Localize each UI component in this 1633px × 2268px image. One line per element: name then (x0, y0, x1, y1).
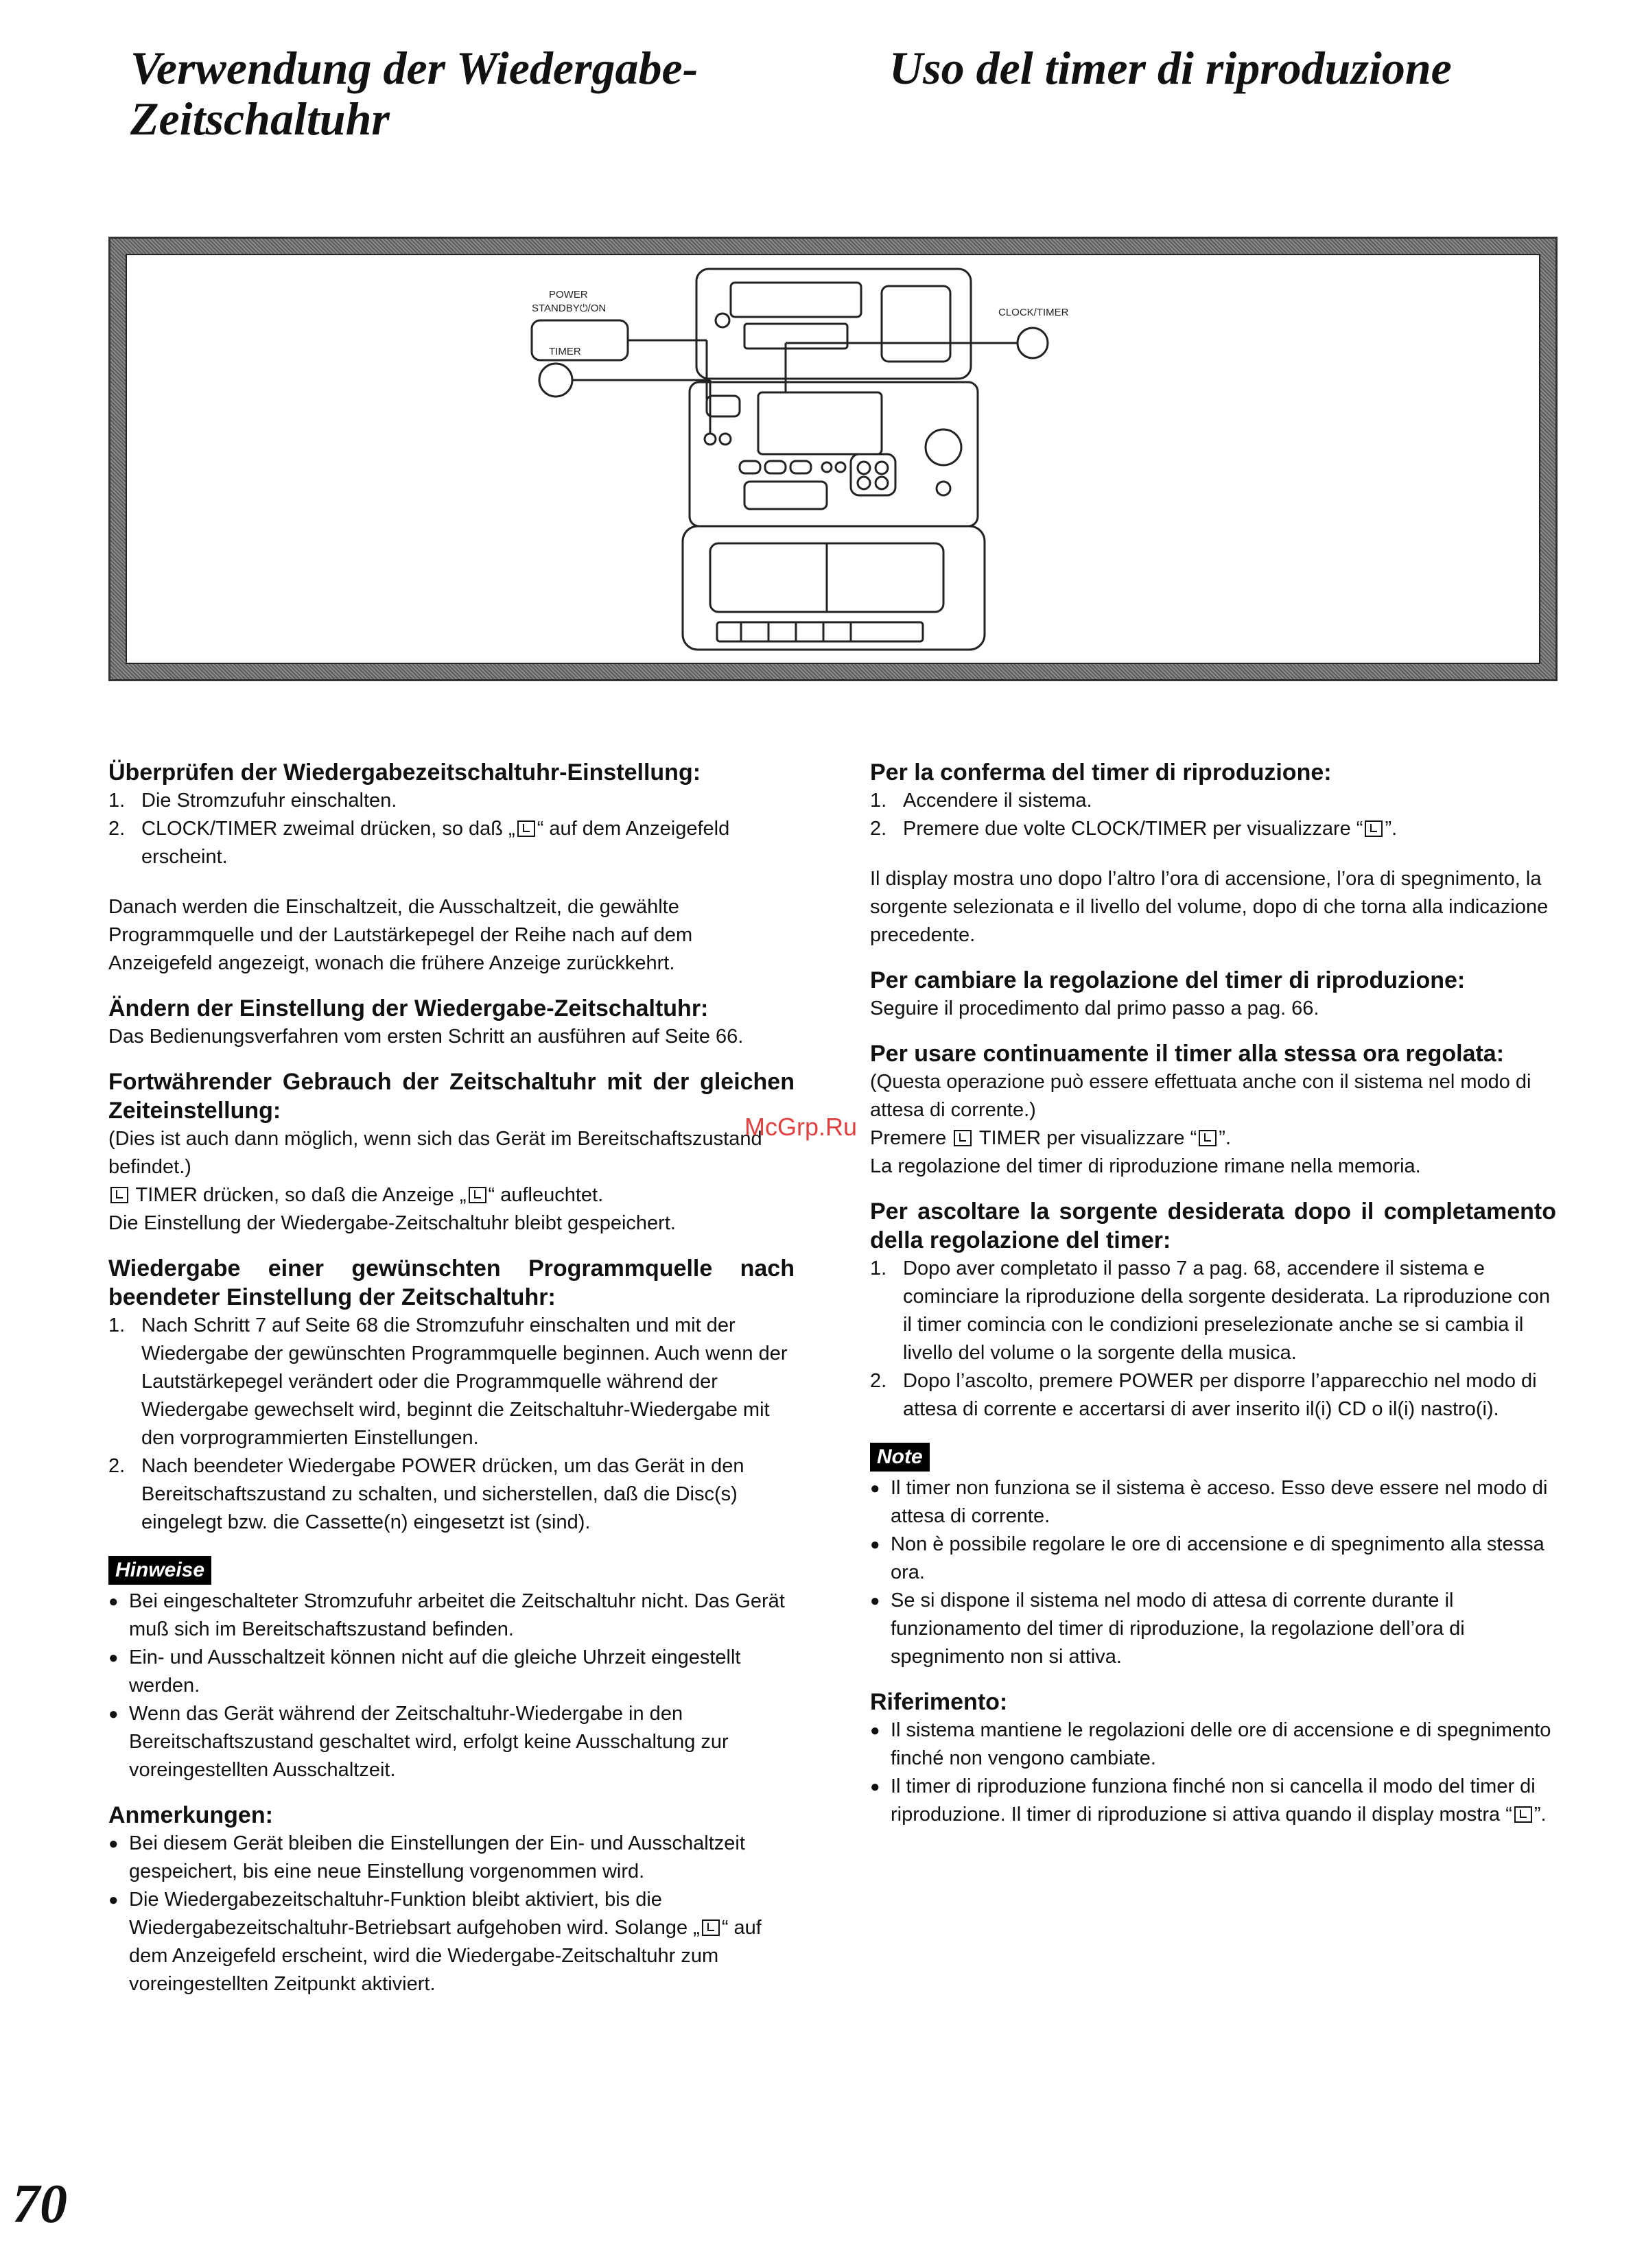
display-panel (758, 392, 882, 454)
list-item: ● Se si dispone il sistema nel modo di attesa di corrente durante il funzionamento del timer di riproduzione, la regolazione dell’ora di spegnimento non si attiva. (870, 1587, 1556, 1671)
timer-button-callout (539, 364, 572, 397)
it-s2-text: Seguire il procedimento dal primo passo a pag. 66. (870, 997, 1319, 1019)
timer-symbol-icon (469, 1187, 486, 1203)
de-s1-heading: Überprüfen der Wiedergabezeitschaltuhr-Einstellung: (108, 759, 701, 785)
list-item: ● Il timer non funziona se il sistema è acceso. Esso deve essere nel modo di attesa di corrente. (870, 1474, 1556, 1531)
it-s3-heading: Per usare continuamente il timer alla stessa ora regolata: (870, 1041, 1505, 1067)
list-item: ● Bei eingeschalteter Stromzufuhr arbeitet die Zeitschaltuhr nicht. Das Gerät muß sich im Bereitschaftszustand befinden. (108, 1587, 795, 1644)
hinweise-badge: Hinweise (108, 1556, 211, 1585)
timer-symbol-icon (954, 1130, 972, 1146)
it-s4-list (870, 1255, 1556, 1424)
de-s1-paragraph: Danach werden die Einschaltzeit, die Ausschaltzeit, die gewählte Programmquelle und der Lautstärkepegel der Reihe nach auf dem Anzeigefeld angezeigt, wonach die frühere Anzeige zurückkehrt. (108, 896, 693, 974)
list-item: ● Il timer di riproduzione funziona finché non si cancella il modo del timer di riproduzione. Il timer di riproduzione si attiva quando il display mostra “ ”. (870, 1773, 1556, 1829)
riferimento-heading: Riferimento: (870, 1689, 1008, 1715)
hinweise-list (108, 1587, 795, 1784)
it-s2-heading: Per cambiare la regolazione del timer di riproduzione: (870, 967, 1466, 993)
title-italian: Uso del timer di riproduzione (889, 42, 1452, 94)
list-item: 1. Nach Schritt 7 auf Seite 68 die Stromzufuhr einschalten und mit der Wiedergabe der gewünschten Programmquelle beginnen. Auch wenn der Lautstärkepegel verändert oder die Programmquelle während der Wiedergabe gewechselt wird, beginnt die Zeitschaltuhr-Wiedergabe mit den vorprogrammierten Einstellungen. (108, 1314, 788, 1449)
stereo-system-drawing (127, 255, 1543, 667)
list-item: 2. CLOCK/TIMER zweimal drücken, so daß „ “ auf dem Anzeigefeld erscheint. (108, 818, 730, 868)
timer-symbol-icon (1514, 1806, 1532, 1823)
clock-timer-label: CLOCK/TIMER (998, 307, 1069, 318)
de-s4-list (108, 1312, 795, 1537)
power-label: POWER (549, 289, 588, 300)
note-list (870, 1474, 1556, 1671)
list-item: ● Il sistema mantiene le regolazioni delle ore di accensione e di spegnimento finché non vengono cambiate. (870, 1716, 1556, 1773)
list-item: 1. Accendere il sistema. (870, 790, 1092, 812)
italian-column (870, 758, 1556, 1829)
it-s3-line: Premere TIMER per visualizzare “ ”. (870, 1127, 1231, 1149)
standby-on-label: STANDBY⏻/ON (532, 303, 607, 314)
anmerkungen-list (108, 1830, 795, 1998)
it-s3-line2: La regolazione del timer di riproduzione rimane nella memoria. (870, 1155, 1421, 1177)
device-illustration (108, 237, 1558, 681)
timer-symbol-icon (1199, 1130, 1217, 1146)
it-s1-paragraph: Il display mostra uno dopo l’altro l’ora di accensione, l’ora di spegnimento, la sorgente selezionata e il livello del volume, dopo di che torna alla indicazione precedente. (870, 868, 1549, 946)
de-s4-heading: Wiedergabe einer gewünschten Programmquelle nach beendeter Einstellung der Zeitschaltuhr: (108, 1255, 795, 1310)
de-s3-line: TIMER drücken, so daß die Anzeige „ “ aufleuchtet. (108, 1181, 795, 1209)
de-s3-note: (Dies ist auch dann möglich, wenn sich das Gerät im Bereitschaftszustand befindet.) (108, 1128, 762, 1178)
title-german: Verwendung der Wiedergabe-Zeitschaltuhr (130, 42, 698, 145)
list-item: 1. Dopo aver completato il passo 7 a pag. 68, accendere il sistema e cominciare la riproduzione della sorgente desiderata. La riproduzione con il timer comincia con le condizioni preselezionate anche se si cambia il livello del volume o la sorgente della musica. (870, 1257, 1551, 1364)
it-s1-heading: Per la conferma del timer di riproduzione: (870, 759, 1332, 785)
list-item: ● Non è possibile regolare le ore di accensione e di spegnimento alla stessa ora. (870, 1531, 1556, 1587)
riferimento-list (870, 1716, 1556, 1829)
timer-symbol-icon (702, 1919, 720, 1936)
note-badge: Note (870, 1443, 930, 1472)
clock-timer-button (707, 396, 740, 416)
de-s3-line2: Die Einstellung der Wiedergabe-Zeitschaltuhr bleibt gespeichert. (108, 1212, 676, 1234)
de-s2-text: Das Bedienungsverfahren vom ersten Schritt an ausführen auf Seite 66. (108, 1026, 744, 1048)
it-s1-list (870, 787, 1556, 843)
watermark: McGrp.Ru (744, 1113, 858, 1141)
clock-timer-callout (1018, 328, 1048, 358)
list-item: ● Ein- und Ausschaltzeit können nicht auf die gleiche Uhrzeit eingestellt werden. (108, 1644, 795, 1700)
list-item: 2. Nach beendeter Wiedergabe POWER drücken, um das Gerät in den Bereitschaftszustand zu schalten, und sicherstellen, daß die Disc(s) eingelegt bzw. die Cassette(n) eingesetzt ist (sind). (108, 1455, 744, 1533)
timer-symbol-icon (110, 1187, 128, 1203)
page-number: 70 (12, 2174, 67, 2234)
it-s4-heading: Per ascoltare la sorgente desiderata dopo il completamento della regolazione del timer: (870, 1198, 1556, 1253)
german-column (108, 758, 795, 1998)
timer-symbol-icon (517, 820, 535, 837)
de-s3-heading: Fortwährender Gebrauch der Zeitschaltuhr mit der gleichen Zeiteinstellung: (108, 1069, 795, 1124)
timer-label: TIMER (549, 346, 581, 357)
de-s1-list (108, 787, 795, 871)
it-s3-note: (Questa operazione può essere effettuata anche con il sistema nel modo di attesa di corrente.) (870, 1071, 1531, 1121)
de-s2-heading: Ändern der Einstellung der Wiedergabe-Zeitschaltuhr: (108, 995, 709, 1021)
timer-symbol-icon (1365, 820, 1383, 837)
list-item: 2. Premere due volte CLOCK/TIMER per visualizzare “ ”. (870, 818, 1398, 840)
list-item: ● Die Wiedergabezeitschaltuhr-Funktion bleibt aktiviert, bis die Wiedergabezeitschaltuhr-Betriebsart aufgehoben wird. Solange „ “ auf dem Anzeigefeld erscheint, wird die Wiedergabe-Zeitschaltuhr zum voreingestellten Zeitpunkt aktiviert. (108, 1886, 795, 1998)
list-item: 2. Dopo l’ascolto, premere POWER per disporre l’apparecchio nel modo di attesa di corrente e accertarsi di aver inserito il(i) CD o il(i) nastro(i). (870, 1370, 1537, 1420)
volume-knob (926, 429, 961, 465)
list-item: 1. Die Stromzufuhr einschalten. (108, 790, 397, 812)
anmerkungen-heading: Anmerkungen: (108, 1802, 273, 1828)
list-item: ● Wenn das Gerät während der Zeitschaltuhr-Wiedergabe in den Bereitschaftszustand geschaltet wird, erfolgt keine Ausschaltung zur voreingestellten Ausschaltzeit. (108, 1700, 795, 1784)
list-item: ● Bei diesem Gerät bleiben die Einstellungen der Ein- und Ausschaltzeit gespeichert, bis eine neue Einstellung vorgenommen wird. (108, 1830, 795, 1886)
